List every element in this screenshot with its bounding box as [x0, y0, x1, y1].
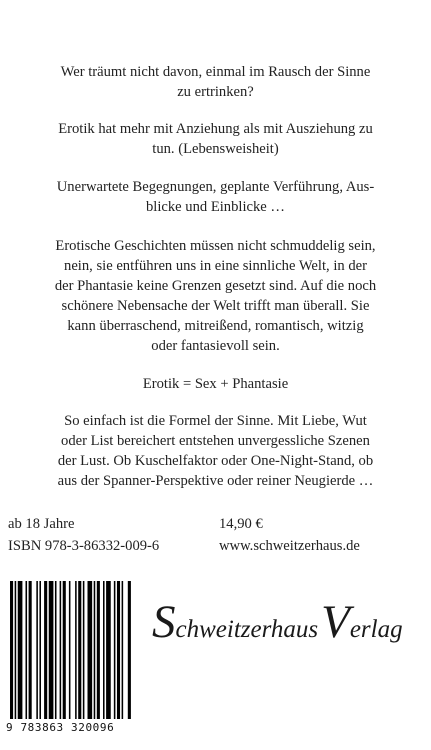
barcode-bar — [60, 581, 62, 719]
age-rating: ab 18 Jahre — [8, 516, 75, 532]
barcode-bar — [117, 581, 120, 719]
blurb-paragraph-4: Erotische Geschichten müssen nicht schmuddelig sein, nein, sie entführen uns in eine sinnliche Welt, in der der Phantasie keine Grenzen gesetzt sind. Auf die noch schönere Nebensache der Welt trifft man überall. Sie kann überraschend, mitreißend, romantisch, witzig oder fantasievoll sein. — [54, 238, 377, 354]
barcode-bars — [2, 581, 135, 721]
barcode-bar — [39, 581, 41, 719]
barcode-digits: 9 783863 320096 — [6, 721, 115, 734]
logo-word-schweitzerhaus: chweitzerhaus — [175, 616, 319, 643]
barcode-bar — [94, 581, 96, 719]
blurb-paragraph-2: Erotik hat mehr mit Anziehung als mit Ausziehung zu tun. (Lebensweisheit) — [58, 121, 373, 157]
barcode-bar — [10, 581, 13, 719]
barcode-bar — [128, 581, 131, 719]
logo-initial-s: S — [152, 596, 176, 648]
publisher-logo — [152, 597, 403, 655]
isbn-label: ISBN 978-3-86332-009-6 — [8, 538, 160, 554]
blurb-paragraph-3: Unerwartete Begegnungen, geplante Verführung, Aus- blicke und Einblicke … — [56, 179, 375, 215]
barcode-bar — [103, 581, 105, 719]
website-link[interactable]: www.schweitzerhaus.de — [219, 538, 360, 554]
barcode-bar — [63, 581, 66, 719]
barcode-bar — [78, 581, 81, 719]
blurb-paragraph-1: Wer träumt nicht davon, einmal im Rausch der Sinne zu ertrinken? — [60, 64, 371, 100]
barcode-bar — [18, 581, 23, 719]
logo-initial-v: V — [321, 596, 350, 648]
barcode-bar — [106, 581, 111, 719]
barcode-bar — [97, 581, 100, 719]
formula-line: Erotik = Sex + Phantasie — [142, 376, 289, 392]
barcode-bar — [55, 581, 57, 719]
barcode-bar — [36, 581, 38, 719]
barcode-bar — [122, 581, 124, 719]
barcode-bar — [44, 581, 47, 719]
barcode-bar — [29, 581, 32, 719]
barcode-bar — [114, 581, 116, 719]
blurb-paragraph-5: So einfach ist die Formel der Sinne. Mit Liebe, Wut oder List bereichert entstehen unvergessliche Szenen der Lust. Ob Kuschelfaktor oder One-Night-Stand, ob aus der Spanner-Perspektive oder reiner Neugierde … — [57, 413, 374, 489]
barcode-bar — [83, 581, 85, 719]
barcode-bar — [15, 581, 17, 719]
barcode-bar — [88, 581, 93, 719]
isbn-barcode — [2, 581, 135, 741]
barcode-bar — [49, 581, 54, 719]
price-label: 14,90 € — [219, 516, 263, 532]
barcode-bar — [75, 581, 77, 719]
barcode-bar — [69, 581, 71, 719]
barcode-bar — [26, 581, 28, 719]
logo-word-verlag: erlag — [349, 616, 403, 643]
